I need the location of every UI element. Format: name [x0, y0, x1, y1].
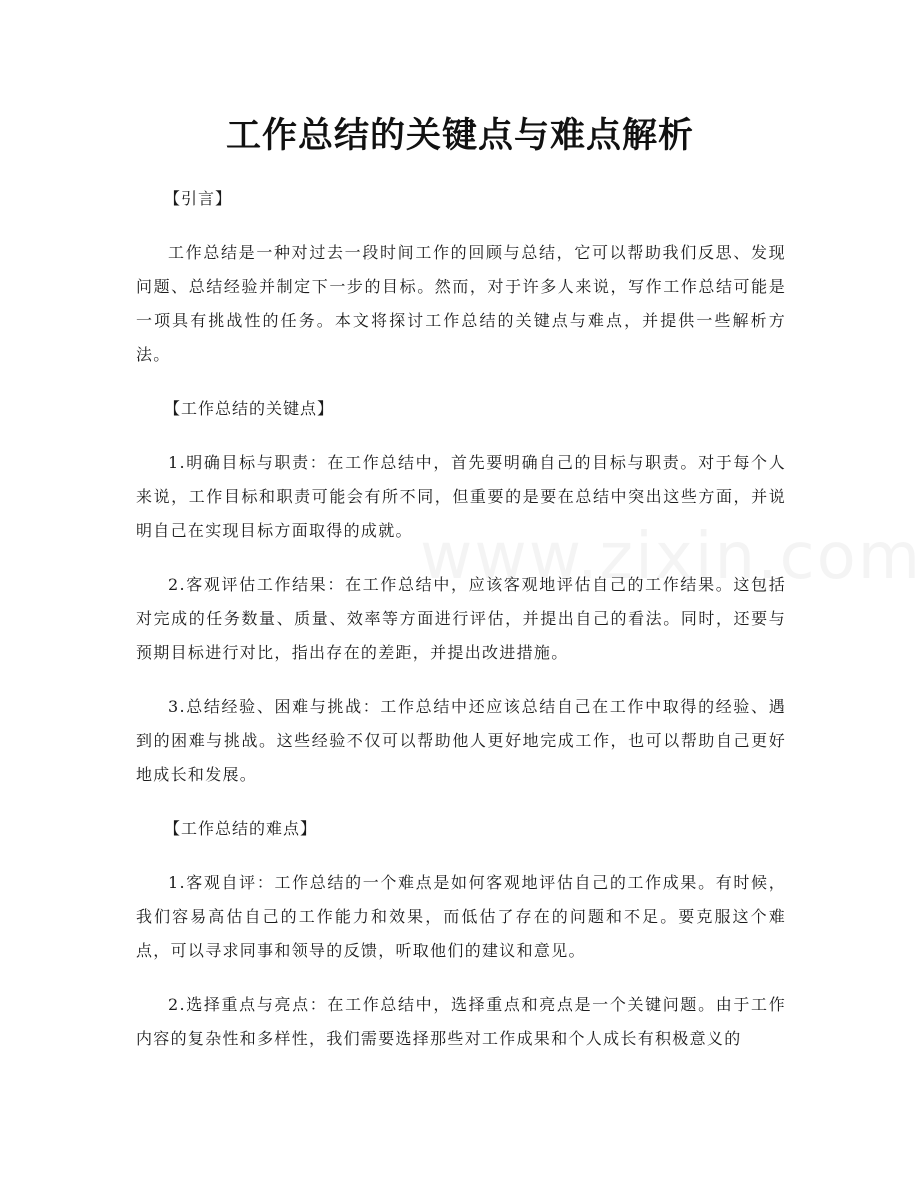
section-heading-intro: 【引言】	[164, 189, 233, 208]
key-point-1: 1.明确目标与职责：在工作总结中，首先要明确自己的目标与职责。对于每个人来说，工作目标和职责可能会有所不同，但重要的是要在总结中突出这些方面，并说明自己在实现目标方面取得的成就。	[136, 453, 786, 540]
key-point-3: 3.总结经验、困难与挑战：工作总结中还应该总结自己在工作中取得的经验、遇到的困难与挑战。这些经验不仅可以帮助他人更好地完成工作，也可以帮助自己更好地成长和发展。	[136, 697, 786, 784]
document-title: 工作总结的关键点与难点解析	[225, 116, 694, 156]
difficulty-2: 2.选择重点与亮点：在工作总结中，选择重点和亮点是一个关键问题。由于工作内容的复杂性和多样性，我们需要选择那些对工作成果和个人成长有积极意义的	[136, 995, 786, 1048]
difficulty-1: 1.客观自评：工作总结的一个难点是如何客观地评估自己的工作成果。有时候，我们容易高估自己的工作能力和效果，而低估了存在的问题和不足。要克服这个难点，可以寻求同事和领导的反馈，听取他们的建议和意见。	[136, 873, 786, 960]
section-heading-difficulties: 【工作总结的难点】	[164, 819, 318, 838]
section-heading-key-points: 【工作总结的关键点】	[164, 399, 335, 418]
document-body	[136, 182, 786, 1076]
intro-paragraph: 工作总结是一种对过去一段时间工作的回顾与总结，它可以帮助我们反思、发现问题、总结经验并制定下一步的目标。然而，对于许多人来说，写作工作总结可能是一项具有挑战性的任务。本文将探讨工作总结的关键点与难点，并提供一些解析方法。	[136, 243, 786, 364]
key-point-2: 2.客观评估工作结果：在工作总结中，应该客观地评估自己的工作结果。这包括对完成的任务数量、质量、效率等方面进行评估，并提出自己的看法。同时，还要与预期目标进行对比，指出存在的差距，并提出改进措施。	[136, 575, 786, 662]
